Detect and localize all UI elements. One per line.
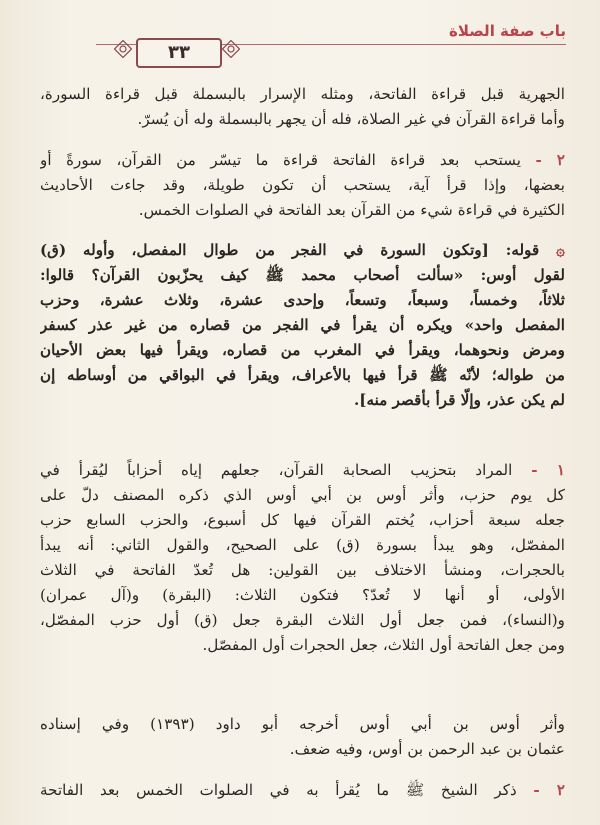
text-line (40, 238, 565, 263)
text-line (40, 778, 565, 803)
text-line: ومن جعل الفاتحة أول الثلاث، جعل الحجرات أول المفصّل. (202, 636, 565, 654)
text-line: بعضها، وإذا قرأ آية، يستحب أن تكون طويلة، وقد جاءت الأحاديث (40, 176, 565, 194)
line-text: يستحب بعد قراءة الفاتحة قراءة ما تيسّر من القرآن، سورةً أو (40, 151, 521, 169)
text-line: من طواله؛ لأنّه ﷺ قرأ فيها بالأعراف، ويقرأ في البواقي من أوساطه إن (40, 366, 565, 384)
quoted-paragraph (40, 238, 565, 413)
paragraph (40, 778, 565, 803)
text-line (40, 458, 565, 483)
chapter-title: باب صفة الصلاة (449, 22, 566, 40)
text-line: المفصّل، وهو يبدأ بسورة (ق) على الصحيح، والقول الثاني: أنه يبدأ (40, 536, 565, 554)
line-text: المراد بتحزيب الصحابة القرآن، جعلهم إياه أحزاباً ليُقرأ في (40, 461, 513, 479)
text-line: الكثيرة في قراءة شيء من القرآن بعد الفاتحة في الصلوات الخمس. (138, 201, 565, 219)
paragraph-number: ١ - (531, 461, 565, 479)
text-line: و(النساء)، فمن جعل أول الثلاث البقرة جعل (ق) أول حزب المفصّل، (40, 611, 565, 629)
text-line: كل يوم حزب، وأثر أوس بن أبي أوس الذي ذكره المصنف دلّ على (40, 486, 565, 504)
text-line: وأثر أوس بن أبي أوس أخرجه أبو داود (١٣٩٣) وفي إسناده (40, 715, 565, 733)
text-line: لقول أوس: «سألت أصحاب محمد ﷺ كيف يحزّبون القرآن؟ قالوا: (40, 266, 565, 284)
paragraph (40, 458, 565, 658)
text-line: بالحجرات، ومنشأ الاختلاف بين القولين: هل تُعدّ الفاتحة في الثلاث (40, 561, 565, 579)
text-line: ثلاثاً، وخمساً، وسبعاً، وتسعاً، وإحدى عشرة، وثلاث عشرة، وحزب (40, 291, 565, 309)
text-line (40, 148, 565, 173)
paragraph-number: ٢ - (533, 781, 565, 799)
line-text: قوله: [وتكون السورة في الفجر من طوال المفصل، وأوله (ق) (40, 241, 540, 259)
text-line: وأما قراءة القرآن في غير الصلاة، فله أن يجهر بالبسملة وله أن يُسرّ. (137, 110, 565, 128)
ornament-icon (222, 40, 240, 58)
line-text: ذكر الشيخ ﷺ ما يُقرأ به في الصلوات الخمس بعد الفاتحة (40, 781, 517, 799)
text-line: ومرض ونحوهما، ويقرأ في المغرب من قصاره، ويقرأ فيها بعض الأحيان (40, 341, 565, 359)
ornament-icon (114, 40, 132, 58)
text-line: لم يكن عذر، وإلّا قرأ بأقصر منه]. (354, 391, 565, 409)
paragraph (40, 148, 565, 223)
quote-marker: ۞ (556, 241, 565, 259)
text-line: عثمان بن عبد الرحمن بن أوس، وفيه ضعف. (289, 740, 565, 758)
page-number: ٣٣ (136, 38, 222, 68)
text-line: الأولى، أو أنها لا تُعدّ؟ فتكون الثلاث: (البقرة) و(آل عمران) (40, 586, 565, 604)
text-line: جعله سبعة أحزاب، يُختم القرآن فيها كل أسبوع، والحزب السابع حزب (40, 511, 565, 529)
text-line: المفصل واحد» ويكره أن يقرأ في الفجر من قصاره من غير عذر كسفر (40, 316, 565, 334)
paragraph (40, 712, 565, 762)
paragraph (40, 82, 565, 132)
page-header (96, 22, 566, 62)
text-line: الجهرية قبل قراءة الفاتحة، ومثله الإسرار بالبسملة قبل قراءة السورة، (40, 85, 565, 103)
paragraph-number: ٢ - (535, 151, 565, 169)
